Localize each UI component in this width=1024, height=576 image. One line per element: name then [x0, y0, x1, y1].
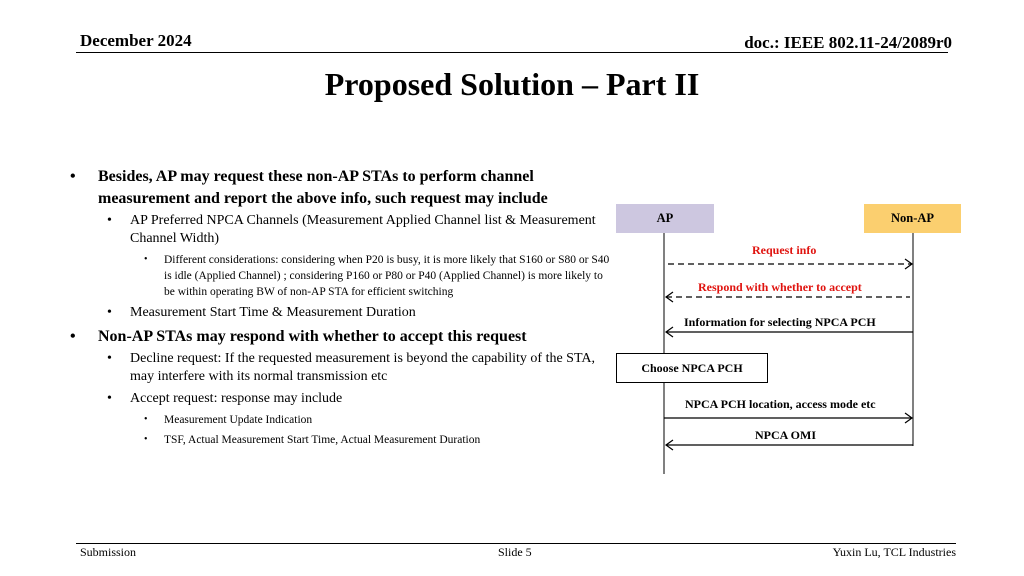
bullet-marker: •	[144, 254, 148, 265]
choose-npca-pch-box: Choose NPCA PCH	[616, 353, 768, 383]
bullet-marker: •	[144, 434, 148, 445]
footer-author: Yuxin Lu, TCL Industries	[832, 545, 956, 559]
footer-submission: Submission	[80, 545, 137, 559]
bullet-text: Different considerations: considering when P20 is busy, it is more likely that S160 or S80 or S40 is idle (Applied Channel) ; considering P160 or P80 or P40 (Applied Channel) is more likely to be within operating BW of non-AP STA for efficient switching	[164, 254, 610, 298]
header-doc-id: doc.: IEEE 802.11-24/2089r0	[744, 33, 952, 52]
location-label: NPCA PCH location, access mode etc	[685, 397, 876, 411]
slide-title: Proposed Solution – Part II	[324, 66, 700, 102]
bullet-text: Measurement Start Time & Measurement Duration	[130, 305, 416, 320]
bullet-marker: •	[107, 391, 112, 406]
footer-divider	[76, 543, 956, 544]
bullet-marker: •	[107, 213, 112, 228]
request-label: Request info	[752, 243, 817, 257]
bullet-text: Besides, AP may request these non-AP STAs to perform channel measurement and report the above info, such request may include	[98, 168, 548, 207]
bullet-marker: •	[144, 414, 148, 425]
bullet-marker: •	[107, 305, 112, 320]
footer-slide-number: Slide 5	[498, 545, 532, 559]
bullet-text: Accept request: response may include	[130, 391, 343, 406]
info-label: Information for selecting NPCA PCH	[684, 315, 876, 329]
omi-label: NPCA OMI	[755, 428, 816, 442]
header-date: December 2024	[80, 31, 192, 50]
bullet-text: Measurement Update Indication	[164, 414, 313, 426]
bullet-marker: •	[70, 328, 76, 345]
respond-label: Respond with whether to accept	[698, 280, 862, 294]
bullet-text: Non-AP STAs may respond with whether to accept this request	[98, 328, 527, 345]
nonap-entity-box: Non-AP	[864, 204, 961, 233]
ap-entity-box: AP	[616, 204, 714, 233]
bullet-text: Decline request: If the requested measurement is beyond the capability of the STA, may interfere with its normal transmission etc	[130, 351, 596, 384]
bullet-marker: •	[107, 351, 112, 366]
bullet-marker: •	[70, 168, 76, 185]
bullet-text: TSF, Actual Measurement Start Time, Actual Measurement Duration	[164, 434, 481, 446]
bullet-text: AP Preferred NPCA Channels (Measurement Applied Channel list & Measurement Channel Width)	[130, 213, 596, 246]
